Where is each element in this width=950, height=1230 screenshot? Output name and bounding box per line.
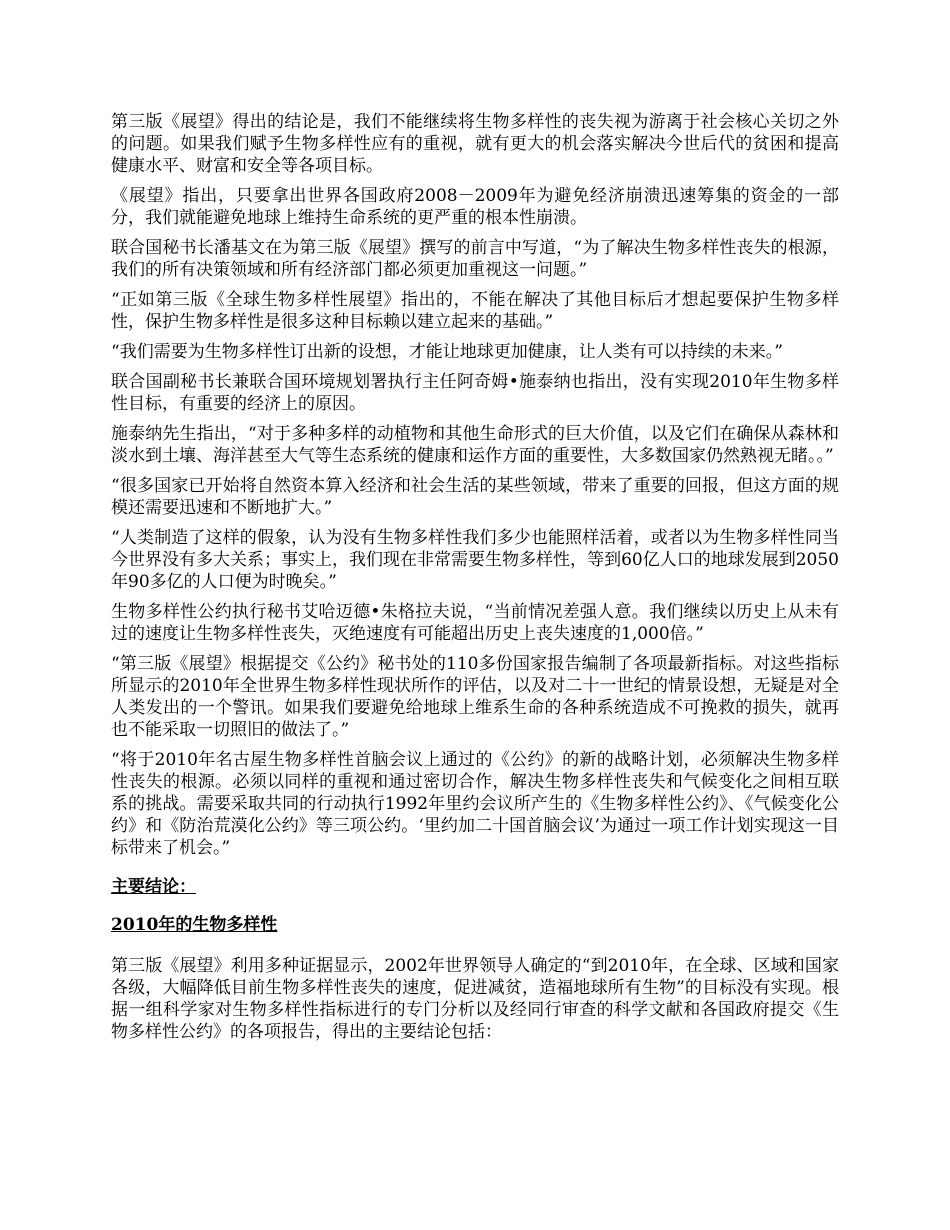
paragraph-3: 联合国秘书长潘基文在为第三版《展望》撰写的前言中写道，“为了解决生物多样性丧失的根源，我们的所有决策领域和所有经济部门都必须更加重视这一问题。” (111, 238, 839, 280)
paragraph-6: 联合国副秘书长兼联合国环境规划署执行主任阿奇姆•施泰纳也指出，没有实现2010年生物多样性目标，有重要的经济上的原因。 (111, 372, 839, 414)
paragraph-9: “人类制造了这样的假象，认为没有生物多样性我们多少也能照样活着，或者以为生物多样性同当今世界没有多大关系；事实上，我们现在非常需要生物多样性，等到60亿人口的地球发展到2050年90多亿的人口便为时晚矣。” (111, 528, 839, 592)
paragraph-final: 第三版《展望》利用多种证据显示，2002年世界领导人确定的“到2010年，在全球、区域和国家各级，大幅降低目前生物多样性丧失的速度，促进减贫，造福地球所有生物”的目标没有实现。根据一组科学家对生物多样性指标进行的专门分析以及经同行审查的科学文献和各国政府提交《生物多样性公约》的各项报告，得出的主要结论包括： (111, 956, 839, 1042)
paragraph-8: “很多国家已开始将自然资本算入经济和社会生活的某些领域，带来了重要的回报，但这方面的规模还需要迅速和不断地扩大。” (111, 476, 839, 518)
paragraph-10: 生物多样性公约执行秘书艾哈迈德•朱格拉夫说，“当前情况差强人意。我们继续以历史上从未有过的速度让生物多样性丧失，灭绝速度有可能超出历史上丧失速度的1,000倍。” (111, 602, 839, 644)
paragraph-4: “正如第三版《全球生物多样性展望》指出的，不能在解决了其他目标后才想起要保护生物多样性，保护生物多样性是很多这种目标赖以建立起来的基础。” (111, 290, 839, 332)
section-heading-main-findings: 主要结论： (111, 877, 196, 897)
document-page (111, 111, 839, 1051)
paragraph-2: 《展望》指出，只要拿出世界各国政府2008－2009年为避免经济崩溃迅速筹集的资金的一部分，我们就能避免地球上维持生命系统的更严重的根本性崩溃。 (111, 186, 839, 228)
paragraph-5: “我们需要为生物多样性订出新的设想，才能让地球更加健康，让人类有可以持续的未来。” (111, 342, 783, 362)
paragraph-12: “将于2010年名古屋生物多样性首脑会议上通过的《公约》的新的战略计划，必须解决生物多样性丧失的根源。必须以同样的重视和通过密切合作，解决生物多样性丧失和气候变化之间相互联系的挑战。需要采取共同的行动执行1992年里约会议所产生的《生物多样性公约》、《气候变化公约》和《防治荒漠化公约》等三项公约。‘里约加二十国首脑会议’为通过一项工作计划实现这一目标带来了机会。” (111, 750, 839, 858)
paragraph-7: 施泰纳先生指出，“对于多种多样的动植物和其他生命形式的巨大价值，以及它们在确保从森林和淡水到土壤、海洋甚至大气等生态系统的健康和运作方面的重要性，大多数国家仍然熟视无睹。。” (111, 424, 839, 466)
section-heading-biodiversity-2010: 2010年的生物多样性 (111, 915, 278, 935)
paragraph-11: “第三版《展望》根据提交《公约》秘书处的110多份国家报告编制了各项最新指标。对这些指标所显示的2010年全世界生物多样性现状所作的评估，以及对二十一世纪的情景设想，无疑是对全人类发出的一个警讯。如果我们要避免给地球上维系生命的各种系统造成不可挽救的损失，就再也不能采取一切照旧的做法了。” (111, 654, 839, 740)
paragraph-1: 第三版《展望》得出的结论是，我们不能继续将生物多样性的丧失视为游离于社会核心关切之外的问题。如果我们赋予生物多样性应有的重视，就有更大的机会落实解决今世后代的贫困和提高健康水平、财富和安全等各项目标。 (111, 112, 839, 176)
